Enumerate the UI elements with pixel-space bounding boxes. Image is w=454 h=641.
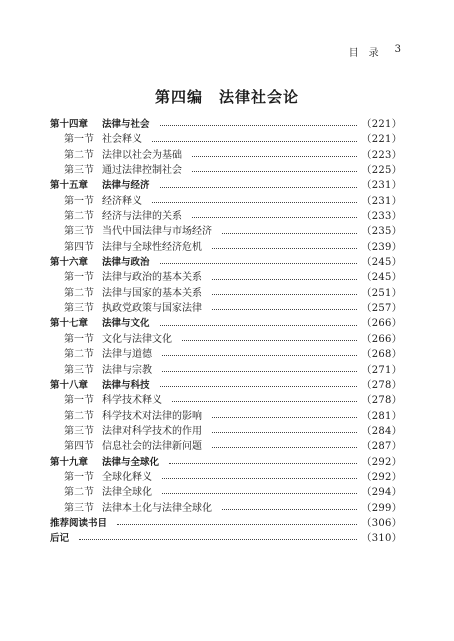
toc-entry-page: （284）: [361, 425, 402, 437]
toc-entry-page: （239）: [361, 241, 402, 253]
toc-section-entry[interactable]: [50, 301, 402, 316]
toc-entry-number: 第三节: [64, 364, 94, 376]
toc-entry-number: 第十五章: [50, 180, 89, 192]
toc-entry-title: 推荐阅读书目: [50, 517, 108, 529]
toc-entry-number: 第二节: [64, 287, 94, 299]
dot-leader: [212, 279, 357, 280]
running-header: [349, 44, 402, 59]
toc-entry-number: 第十九章: [50, 456, 89, 468]
toc-entry-title: 法律与政治: [102, 257, 150, 269]
toc-entry-number: 第三节: [64, 502, 94, 514]
toc-entry-number: 第一节: [64, 395, 94, 407]
toc-entry-page: （310）: [361, 533, 402, 545]
toc-entry-title: 经济与法律的关系: [102, 211, 182, 223]
toc-entry-page: （292）: [361, 456, 402, 468]
toc-entry-title: 法律对科学技术的作用: [102, 425, 202, 437]
toc-entry-title: 法律与宗教: [102, 364, 152, 376]
dot-leader: [182, 340, 357, 341]
toc-entry-number: 第四节: [64, 241, 94, 253]
toc-section-entry[interactable]: [50, 148, 402, 163]
dot-leader: [212, 447, 357, 448]
toc-entry-title: 全球化释义: [102, 471, 152, 483]
toc-entry-title: 法律以社会为基础: [102, 149, 182, 161]
toc-entry-title: 法律全球化: [102, 487, 152, 499]
dot-leader: [160, 325, 358, 326]
toc-section-entry[interactable]: [50, 270, 402, 285]
toc-entry-page: （221）: [361, 119, 402, 130]
toc-entry-number: 第二节: [64, 149, 94, 161]
toc-entry-page: （225）: [361, 165, 402, 177]
toc-entry-page: （278）: [361, 379, 402, 391]
dot-leader: [160, 263, 358, 264]
toc-entry-number: 第十六章: [50, 257, 89, 269]
toc-section-entry[interactable]: [50, 363, 402, 378]
toc-chapter-entry[interactable]: [50, 316, 402, 331]
toc-entry-number: 第四节: [64, 441, 94, 453]
dot-leader: [117, 524, 357, 525]
toc-section-entry[interactable]: [50, 393, 402, 408]
toc-backmatter-entry[interactable]: [50, 516, 402, 531]
toc-entry-title: 法律与文化: [102, 318, 150, 330]
toc-section-entry[interactable]: [50, 286, 402, 301]
toc-entry-title: 法律与科技: [102, 379, 150, 391]
toc-entry-number: 第三节: [64, 303, 94, 315]
toc-entry-title: 法律与社会: [102, 119, 150, 130]
dot-leader: [172, 401, 357, 402]
dot-leader: [192, 217, 357, 218]
running-title: 目录: [348, 48, 389, 59]
toc-entry-page: （233）: [361, 211, 402, 223]
toc-entry-number: 第十四章: [50, 119, 89, 130]
table-of-contents: [50, 117, 402, 547]
toc-entry-number: 第一节: [64, 134, 94, 146]
toc-entry-title: 信息社会的法律新问题: [102, 441, 202, 453]
toc-entry-title: 科学技术对法律的影响: [102, 410, 202, 422]
dot-leader: [79, 539, 357, 540]
toc-entry-title: 执政党政策与国家法律: [102, 303, 202, 315]
toc-chapter-entry[interactable]: [50, 117, 402, 132]
toc-entry-title: 法律与全球化: [102, 456, 160, 468]
toc-entry-title: 法律与全球性经济危机: [102, 241, 202, 253]
dot-leader: [160, 125, 358, 126]
toc-chapter-entry[interactable]: [50, 178, 402, 193]
toc-backmatter-entry[interactable]: [50, 531, 402, 546]
toc-chapter-entry[interactable]: [50, 378, 402, 393]
toc-entry-page: （268）: [361, 349, 402, 361]
toc-entry-page: （299）: [361, 502, 402, 514]
dot-leader: [162, 493, 357, 494]
dot-leader: [212, 432, 357, 433]
dot-leader: [212, 248, 357, 249]
part-title: 第四编 法律社会论: [154, 88, 299, 106]
toc-section-entry[interactable]: [50, 424, 402, 439]
dot-leader: [212, 294, 357, 295]
dot-leader: [169, 463, 357, 464]
toc-entry-page: （235）: [361, 226, 402, 238]
toc-entry-number: 第三节: [64, 226, 94, 238]
toc-section-entry[interactable]: [50, 132, 402, 147]
toc-entry-title: 社会释义: [102, 134, 142, 146]
dot-leader: [152, 202, 357, 203]
toc-entry-page: （292）: [361, 471, 402, 483]
dot-leader: [162, 478, 357, 479]
toc-section-entry[interactable]: [50, 485, 402, 500]
toc-section-entry[interactable]: [50, 439, 402, 454]
toc-section-entry[interactable]: [50, 224, 402, 239]
toc-entry-title: 法律本土化与法律全球化: [102, 502, 212, 514]
toc-entry-page: （221）: [361, 134, 402, 146]
toc-entry-title: 法律与经济: [102, 180, 150, 192]
toc-section-entry[interactable]: [50, 347, 402, 362]
toc-entry-page: （266）: [361, 318, 402, 330]
toc-entry-number: 第二节: [64, 410, 94, 422]
toc-entry-page: （294）: [361, 487, 402, 499]
toc-entry-number: 第十八章: [50, 379, 89, 391]
dot-leader: [160, 187, 358, 188]
page-number: 3: [394, 44, 402, 55]
toc-section-entry[interactable]: [50, 163, 402, 178]
toc-entry-page: （266）: [361, 333, 402, 345]
toc-entry-title: 当代中国法律与市场经济: [102, 226, 212, 238]
toc-entry-number: 第一节: [64, 272, 94, 284]
toc-entry-title: 法律与政治的基本关系: [102, 272, 202, 284]
toc-section-entry[interactable]: [50, 332, 402, 347]
toc-entry-number: 第一节: [64, 471, 94, 483]
toc-entry-page: （245）: [361, 257, 402, 269]
toc-entry-number: 第一节: [64, 195, 94, 207]
toc-entry-title: 后记: [50, 533, 70, 545]
toc-entry-page: （271）: [361, 364, 402, 376]
toc-section-entry[interactable]: [50, 470, 402, 485]
toc-entry-page: （306）: [361, 517, 402, 529]
toc-entry-title: 经济释义: [102, 195, 142, 207]
toc-entry-page: （223）: [361, 149, 402, 161]
toc-entry-number: 第二节: [64, 211, 94, 223]
dot-leader: [192, 171, 357, 172]
dot-leader: [222, 509, 357, 510]
toc-chapter-entry[interactable]: [50, 455, 402, 470]
dot-leader: [152, 141, 357, 142]
toc-section-entry[interactable]: [50, 209, 402, 224]
dot-leader: [192, 156, 357, 157]
toc-entry-page: （287）: [361, 441, 402, 453]
toc-entry-number: 第十七章: [50, 318, 89, 330]
toc-section-entry[interactable]: [50, 501, 402, 516]
toc-entry-number: 第三节: [64, 165, 94, 177]
toc-entry-page: （281）: [361, 410, 402, 422]
dot-leader: [162, 355, 357, 356]
toc-entry-number: 第一节: [64, 333, 94, 345]
toc-entry-title: 法律与国家的基本关系: [102, 287, 202, 299]
toc-entry-page: （231）: [361, 180, 402, 192]
dot-leader: [222, 233, 357, 234]
dot-leader: [212, 417, 357, 418]
toc-entry-title: 法律与道德: [102, 349, 152, 361]
toc-entry-title: 文化与法律文化: [102, 333, 172, 345]
toc-entry-page: （278）: [361, 395, 402, 407]
toc-entry-page: （251）: [361, 287, 402, 299]
dot-leader: [162, 371, 357, 372]
toc-section-entry[interactable]: [50, 194, 402, 209]
toc-section-entry[interactable]: [50, 409, 402, 424]
toc-entry-page: （231）: [361, 195, 402, 207]
toc-entry-page: （245）: [361, 272, 402, 284]
toc-entry-title: 科学技术释义: [102, 395, 162, 407]
toc-entry-number: 第二节: [64, 487, 94, 499]
toc-entry-number: 第三节: [64, 425, 94, 437]
toc-entry-page: （257）: [361, 303, 402, 315]
toc-entry-title: 通过法律控制社会: [102, 165, 182, 177]
toc-chapter-entry[interactable]: [50, 255, 402, 270]
dot-leader: [212, 309, 357, 310]
toc-section-entry[interactable]: [50, 240, 402, 255]
toc-entry-number: 第二节: [64, 349, 94, 361]
dot-leader: [160, 386, 358, 387]
